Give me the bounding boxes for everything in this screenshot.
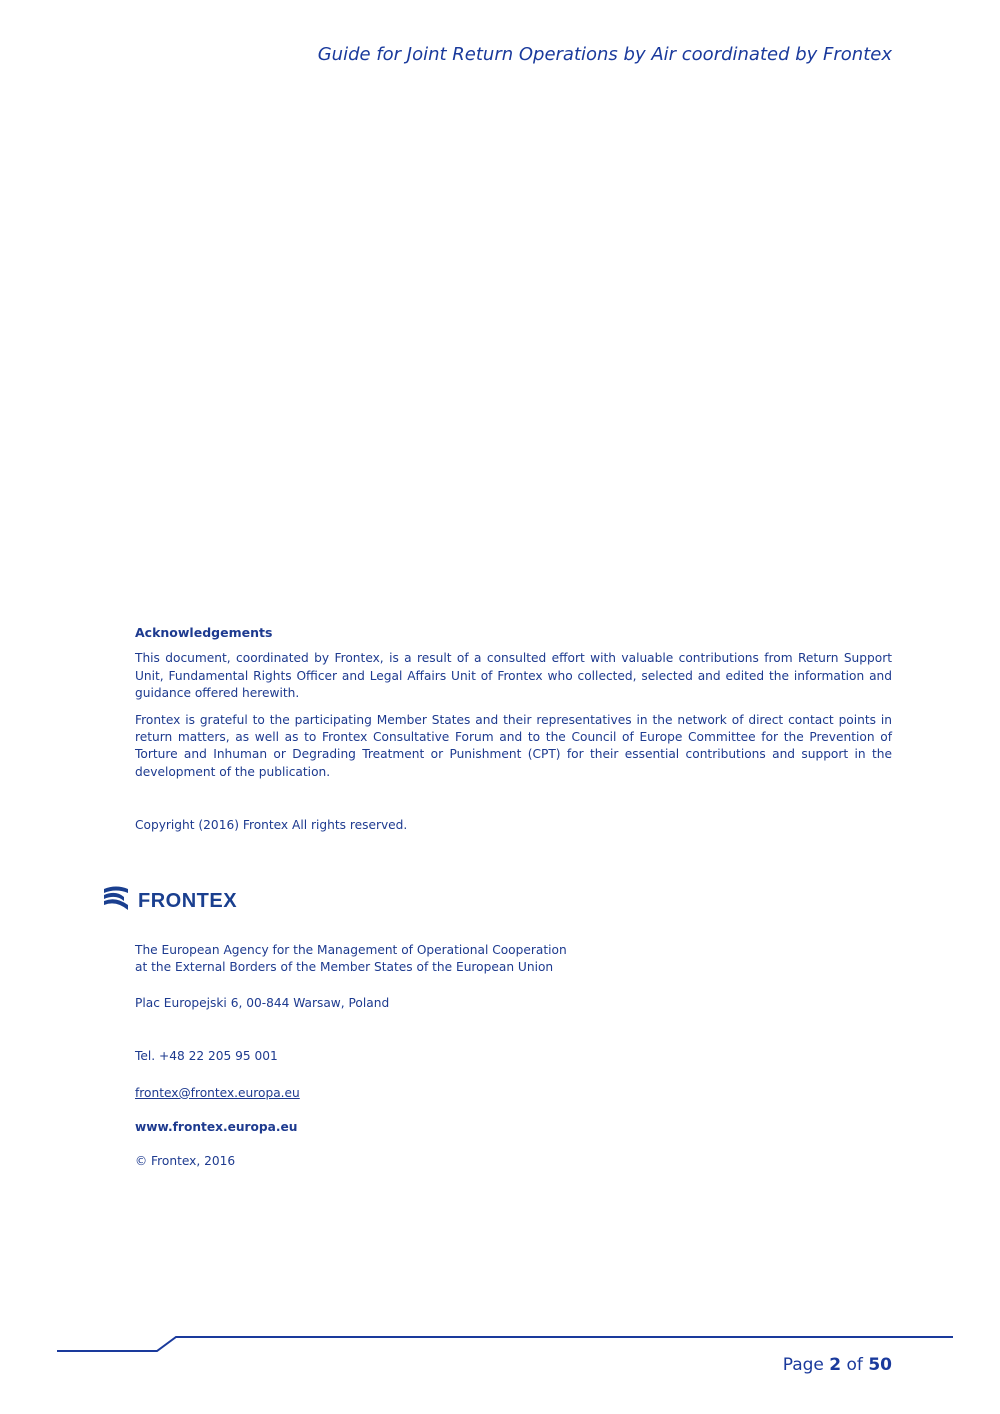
agency-phone: Tel. +48 22 205 95 001 <box>135 1049 278 1064</box>
page-label: Page <box>782 1355 824 1375</box>
acknowledgements-heading: Acknowledgements <box>135 625 273 640</box>
agency-name-line: at the External Borders of the Member States of the European Union <box>135 960 554 975</box>
agency-name-line: The European Agency for the Management of Operational Cooperation <box>135 943 567 957</box>
frontex-logo-text: FRONTEX <box>138 890 238 912</box>
agency-email-link[interactable]: frontex@frontex.europa.eu <box>135 1085 300 1100</box>
agency-contact-block <box>135 942 892 1171</box>
current-page: 2 <box>829 1355 842 1375</box>
acknowledgements-section <box>135 624 892 835</box>
copyright-notice: Copyright (2016) Frontex All rights reserved. <box>135 818 408 833</box>
frontex-logo <box>102 884 237 913</box>
total-pages: 50 <box>868 1355 892 1375</box>
page-of-label: of <box>846 1355 863 1375</box>
agency-address: Plac Europejski 6, 00-844 Warsaw, Poland <box>135 995 390 1010</box>
agency-website: www.frontex.europa.eu <box>135 1120 298 1135</box>
acknowledgements-paragraph: Frontex is grateful to the participating Member States and their representatives in the network of direct contact points in return matters, as well as to Frontex Consultative Forum and to the Council of Europe Committee for the Prevention of Torture and Inhuman or Degrading Treatment or Punishment (CPT) for their essential contributions and support in the development of the publication. <box>135 712 892 779</box>
acknowledgements-paragraph: This document, coordinated by Frontex, is a result of a consulted effort with valuable contributions from Return Support Unit, Fundamental Rights Officer and Legal Affairs Unit of Frontex who collected, selected and edited the information and guidance offered herewith. <box>135 651 892 701</box>
page-number <box>783 1355 892 1375</box>
frontex-wave-icon <box>102 885 130 913</box>
running-header-title: Guide for Joint Return Operations by Air coordinated by Frontex <box>317 44 892 65</box>
agency-copyright: © Frontex, 2016 <box>135 1154 236 1169</box>
